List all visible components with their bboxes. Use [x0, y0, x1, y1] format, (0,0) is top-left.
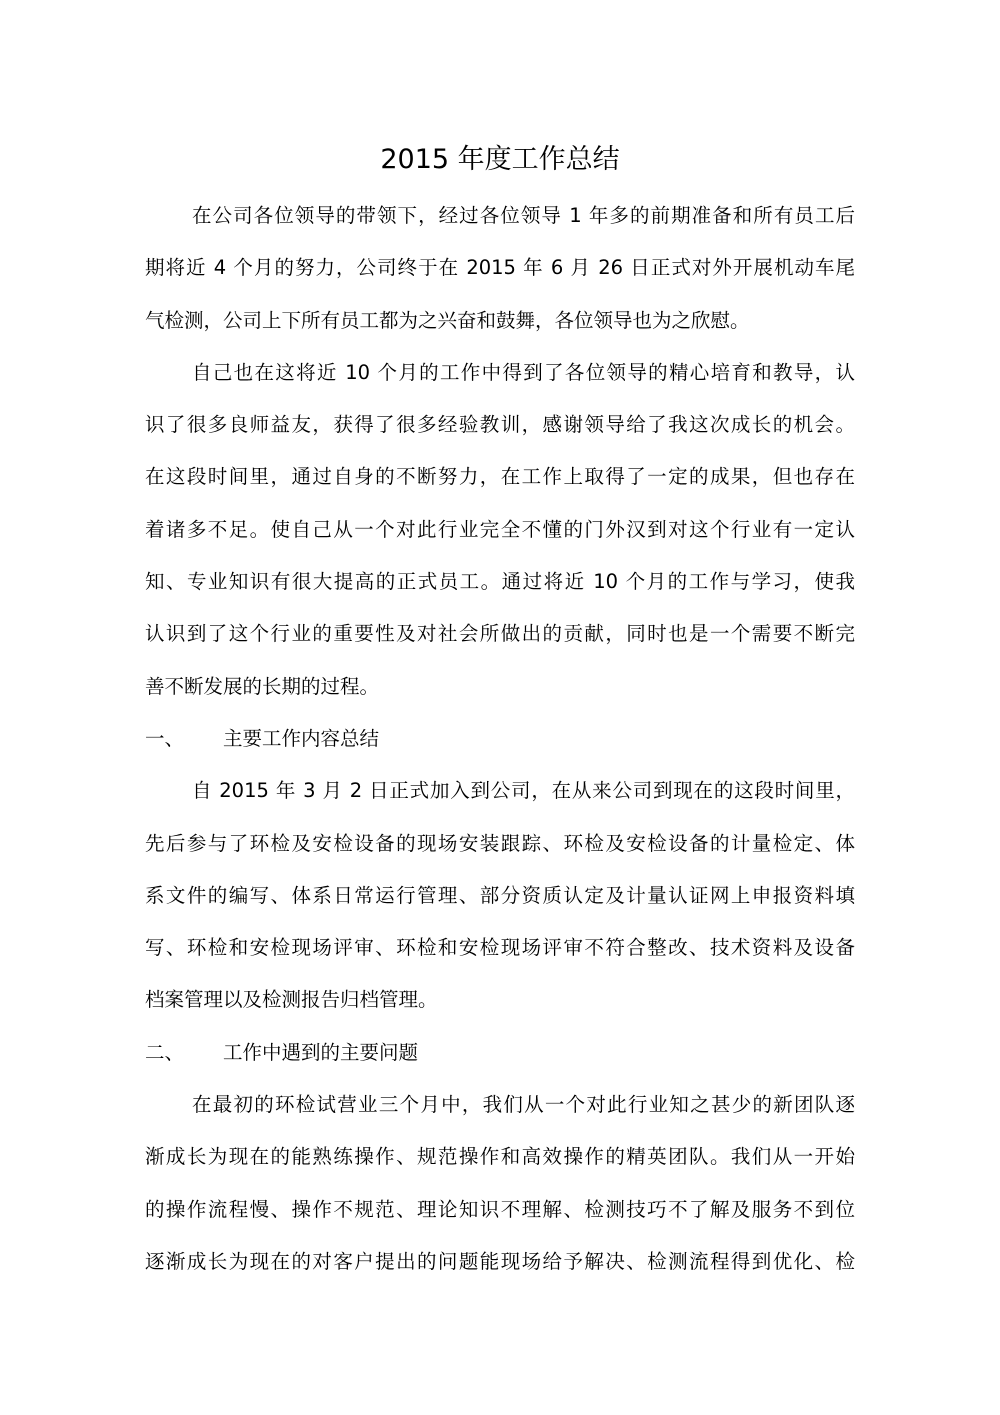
- section-heading: [145, 713, 855, 765]
- paragraph-line: 着诸多不足。使自己从一个对此行业完全不懂的门外汉到对这个行业有一定认: [145, 517, 855, 541]
- document-title: 2015 年度工作总结: [380, 144, 620, 175]
- heading-number: 一、: [145, 726, 185, 750]
- paragraph-line: 自己也在这将近 10 个月的工作中得到了各位领导的精心培育和教导，认: [192, 360, 855, 384]
- section-heading: [145, 1027, 855, 1079]
- paragraph-line: 认识到了这个行业的重要性及对社会所做出的贡献，同时也是一个需要不断完: [145, 622, 855, 646]
- paragraph-line: 自 2015 年 3 月 2 日正式加入到公司，在从来公司到现在的这段时间里，: [192, 779, 855, 803]
- heading-text: 工作中遇到的主要问题: [223, 1040, 419, 1064]
- paragraph-line: 写、环检和安检现场评审、环检和安检现场评审不符合整改、技术资料及设备: [145, 936, 855, 960]
- document-body: [145, 190, 855, 1288]
- paragraph-line: 知、专业知识有很大提高的正式员工。通过将近 10 个月的工作与学习，使我: [145, 570, 855, 594]
- heading-text: 主要工作内容总结: [223, 726, 380, 750]
- paragraph-line: 在公司各位领导的带领下，经过各位领导 1 年多的前期准备和所有员工后: [192, 204, 855, 227]
- paragraph-line: 的操作流程慢、操作不规范、理论知识不理解、检测技巧不了解及服务不到位: [145, 1197, 855, 1221]
- paragraph-line: 档案管理以及检测报告归档管理。: [145, 988, 438, 1012]
- paragraph-line: 先后参与了环检及安检设备的现场安装跟踪、环检及安检设备的计量检定、体: [145, 831, 855, 855]
- paragraph-line: 气检测，公司上下所有员工都为之兴奋和鼓舞，各位领导也为之欣慰。: [145, 308, 750, 332]
- paragraph-line: 渐成长为现在的能熟练操作、规范操作和高效操作的精英团队。我们从一开始: [145, 1145, 855, 1169]
- paragraph-line: 在最初的环检试营业三个月中，我们从一个对此行业知之甚少的新团队逐: [192, 1093, 855, 1117]
- paragraph-line: 识了很多良师益友，获得了很多经验教训，感谢领导给了我这次成长的机会。: [145, 413, 855, 437]
- paragraph-line: 系文件的编写、体系日常运行管理、部分资质认定及计量认证网上申报资料填: [145, 883, 855, 907]
- paragraph-line: 期将近 4 个月的努力，公司终于在 2015 年 6 月 26 日正式对外开展机动车尾: [145, 256, 855, 280]
- paragraph-line: 逐渐成长为现在的对客户提出的问题能现场给予解决、检测流程得到优化、检: [145, 1249, 855, 1273]
- heading-number: 二、: [145, 1040, 185, 1064]
- paragraph-line: 善不断发展的长期的过程。: [145, 674, 380, 698]
- paragraph-line: 在这段时间里，通过自身的不断努力，在工作上取得了一定的成果，但也存在: [145, 465, 855, 489]
